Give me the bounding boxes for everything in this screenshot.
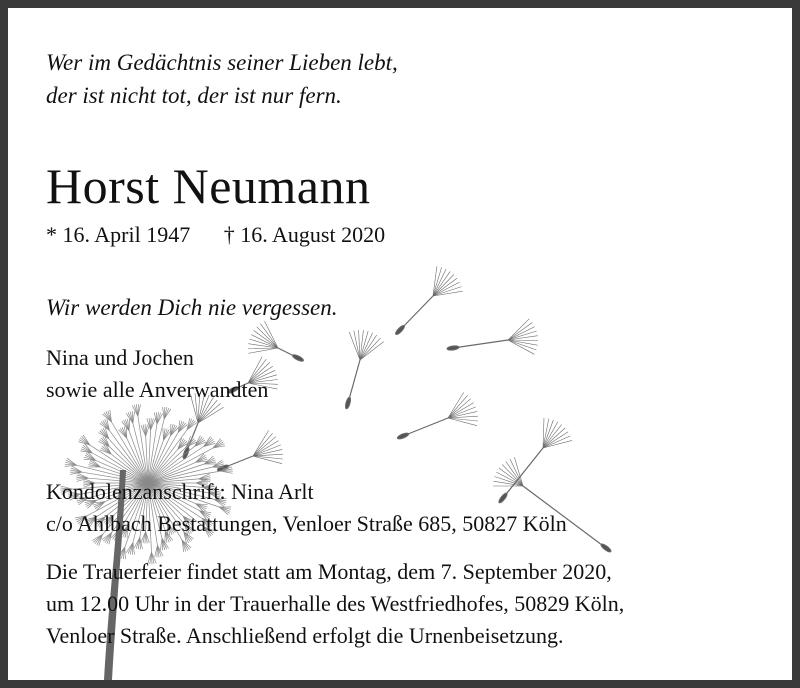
life-dates bbox=[46, 220, 385, 250]
quote-line-1: Wer im Gedächtnis seiner Lieben lebt, bbox=[46, 50, 398, 75]
mourners-line-2: sowie alle Anverwandten bbox=[46, 377, 269, 402]
memorial-quote bbox=[46, 46, 398, 112]
ceremony-line-3: Venloer Straße. Anschließend erfolgt die Urnenbeisetzung. bbox=[46, 623, 564, 648]
deceased-name: Horst Neumann bbox=[46, 158, 371, 214]
quote-line-2: der ist nicht tot, der ist nur fern. bbox=[46, 83, 342, 108]
farewell-line: Wir werden Dich nie vergessen. bbox=[46, 295, 338, 320]
obituary-notice bbox=[8, 8, 792, 680]
birth-date: * 16. April 1947 bbox=[46, 222, 191, 247]
condolence-address bbox=[46, 476, 567, 540]
mourners bbox=[46, 342, 268, 406]
condolence-line-2: c/o Ahlbach Bestattungen, Venloer Straße 685, 50827 Köln bbox=[46, 511, 567, 536]
mourners-line-1: Nina und Jochen bbox=[46, 345, 194, 370]
ceremony-line-2: um 12.00 Uhr in der Trauerhalle des Westfriedhofes, 50829 Köln, bbox=[46, 591, 625, 616]
ceremony-details bbox=[46, 556, 624, 652]
condolence-line-1: Kondolenzanschrift: Nina Arlt bbox=[46, 479, 314, 504]
death-date: † 16. August 2020 bbox=[223, 222, 386, 247]
ceremony-line-1: Die Trauerfeier findet statt am Montag, dem 7. September 2020, bbox=[46, 559, 612, 584]
